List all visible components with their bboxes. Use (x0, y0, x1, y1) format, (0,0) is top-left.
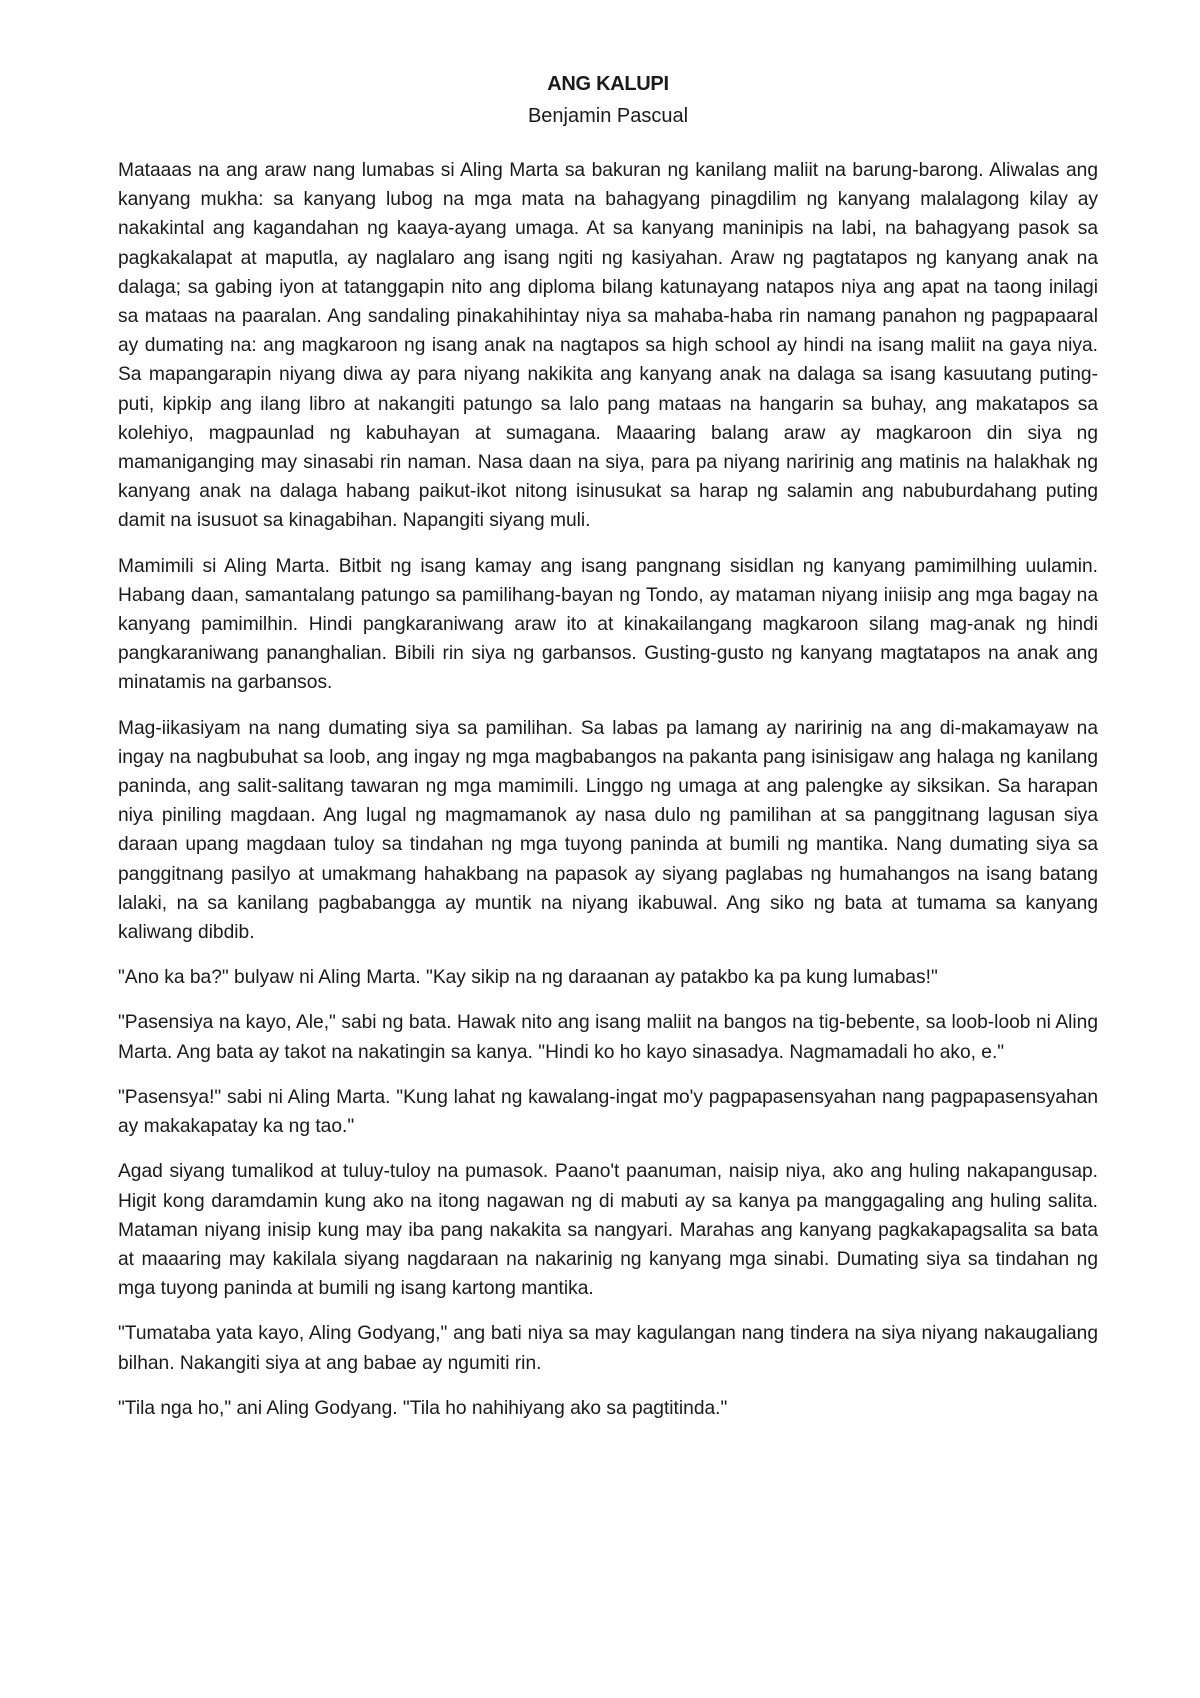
document-title: ANG KALUPI (547, 73, 669, 95)
paragraph: Mag-iikasiyam na nang dumating siya sa pamilihan. Sa labas pa lamang ay naririnig na ang di-makamayaw na ingay na nagbubuhat sa loob, ang ingay ng mga magbabangos na pakanta pang isinisigaw ang halaga ng kanilang paninda, ang salit-salitang tawaran ng mga mamimili. Linggo ng umaga at ang palengke ay siksikan. Sa harapan niya piniling magdaan. Ang lugal ng magmamanok ay nasa dulo ng pamilihan at sa panggitnang lagusan siya daraan upang magdaan tuloy sa tindahan ng mga tuyong paninda at bumili ng mantika. Nang dumating siya sa panggitnang pasilyo at umakmang hahakbang na papasok ay siyang paglabas ng humahangos na isang batang lalaki, na sa kanilang pagbabangga ay muntik na niyang ikabuwal. Ang siko ng bata at tumama sa kanyang kaliwang dibdib. (118, 717, 1098, 944)
document-author: Benjamin Pascual (527, 105, 689, 127)
paragraph: "Tumataba yata kayo, Aling Godyang," ang bati niya sa may kagulangan nang tindera na siya niyang nakaugaliang bilhan. Nakangiti siya at ang babae ay ngumiti rin. (118, 1323, 1098, 1374)
document-page (118, 70, 1098, 1439)
paragraph: "Pasensiya na kayo, Ale," sabi ng bata. Hawak nito ang isang maliit na bangos na tig-bebente, sa loob-loob ni Aling Marta. Ang bata ay takot na nakatingin sa kanya. "Hindi ko ho kayo sinasadya. Nagmamadali ho ako, e." (118, 1012, 1098, 1063)
paragraph: "Tila nga ho," ani Aling Godyang. "Tila ho nahihiyang ako sa pagtitinda." (118, 1397, 728, 1419)
paragraph: Mataaas na ang araw nang lumabas si Aling Marta sa bakuran ng kanilang maliit na barung-barong. Aliwalas ang kanyang mukha: sa kanyang lubog na mga mata na bahagyang pinagdilim ng kanyang malalagong kilay ay nakakintal ang kagandahan ng kaaya-ayang umaga. At sa kanyang maninipis na labi, na bahagyang pasok sa pagkakalapat at maputla, ay naglalaro ang isang ngiti ng kasiyahan. Araw ng pagtatapos ng kanyang anak na dalaga; sa gabing iyon at tatanggapin nito ang diploma bilang katunayang natapos niya ang apat na taong inilagi sa mataas na paaralan. Ang sandaling pinakahihintay niya sa mahaba-haba rin namang panahon ng pagpapaaral ay dumating na: ang magkaroon ng isang anak na nagtapos sa high school ay hindi na isang maliit na gaya niya. Sa mapangarapin niyang diwa ay para niyang nakikita ang kanyang anak na dalaga sa isang kasuutang puting-puti, kipkip ang ilang libro at nakangiti patungo sa lalo pang mataas na hangarin sa buhay, ang makatapos sa kolehiyo, magpaunlad ng kabuhayan at sumagana. Maaaring balang araw ay magkaroon din siya ng mamaniganging may sinasabi rin naman. Nasa daan na siya, para pa niyang naririnig ang matinis na halakhak ng kanyang anak na dalaga habang paikut-ikot nitong isinusukat sa harap ng salamin ang nabuburdahang puting damit na isusuot sa kinagabihan. Napangiti siyang muli. (118, 160, 1098, 532)
paragraph: Mamimili si Aling Marta. Bitbit ng isang kamay ang isang pangnang sisidlan ng kanyang pamimilhing uulamin. Habang daan, samantalang patungo sa pamilihang-bayan ng Tondo, ay mataman niyang iniisip ang mga bagay na kanyang pamimilhin. Hindi pangkaraniwang araw ito at kinakailangang magkaroon silang mag-anak ng hindi pangkaraniwang pananghalian. Bibili rin siya ng garbansos. Gusting-gusto ng kanyang magtatapos na anak ang minatamis na garbansos. (118, 555, 1098, 694)
paragraph: Agad siyang tumalikod at tuluy-tuloy na pumasok. Paano't paanuman, naisip niya, ako ang huling nakapangusap. Higit kong daramdamin kung ako na itong nagawan ng di mabuti ay sa kanya pa manggagaling ang huling salita. Mataman niyang inisip kung may iba pang nakakita sa nangyari. Marahas ang kanyang pagkakapagsalita sa bata at maaaring may kakilala siyang nagdaraan na nakarinig ng kanyang mga sinabi. Dumating siya sa tindahan ng mga tuyong paninda at bumili ng isang kartong mantika. (118, 1161, 1098, 1300)
paragraph: "Pasensya!" sabi ni Aling Marta. "Kung lahat ng kawalang-ingat mo'y pagpapasensyahan nang pagpapasensyahan ay makakapatay ka ng tao." (118, 1086, 1098, 1138)
paragraph: "Ano ka ba?" bulyaw ni Aling Marta. "Kay sikip na ng daraanan ay patakbo ka pa kung lumabas!" (118, 967, 938, 989)
